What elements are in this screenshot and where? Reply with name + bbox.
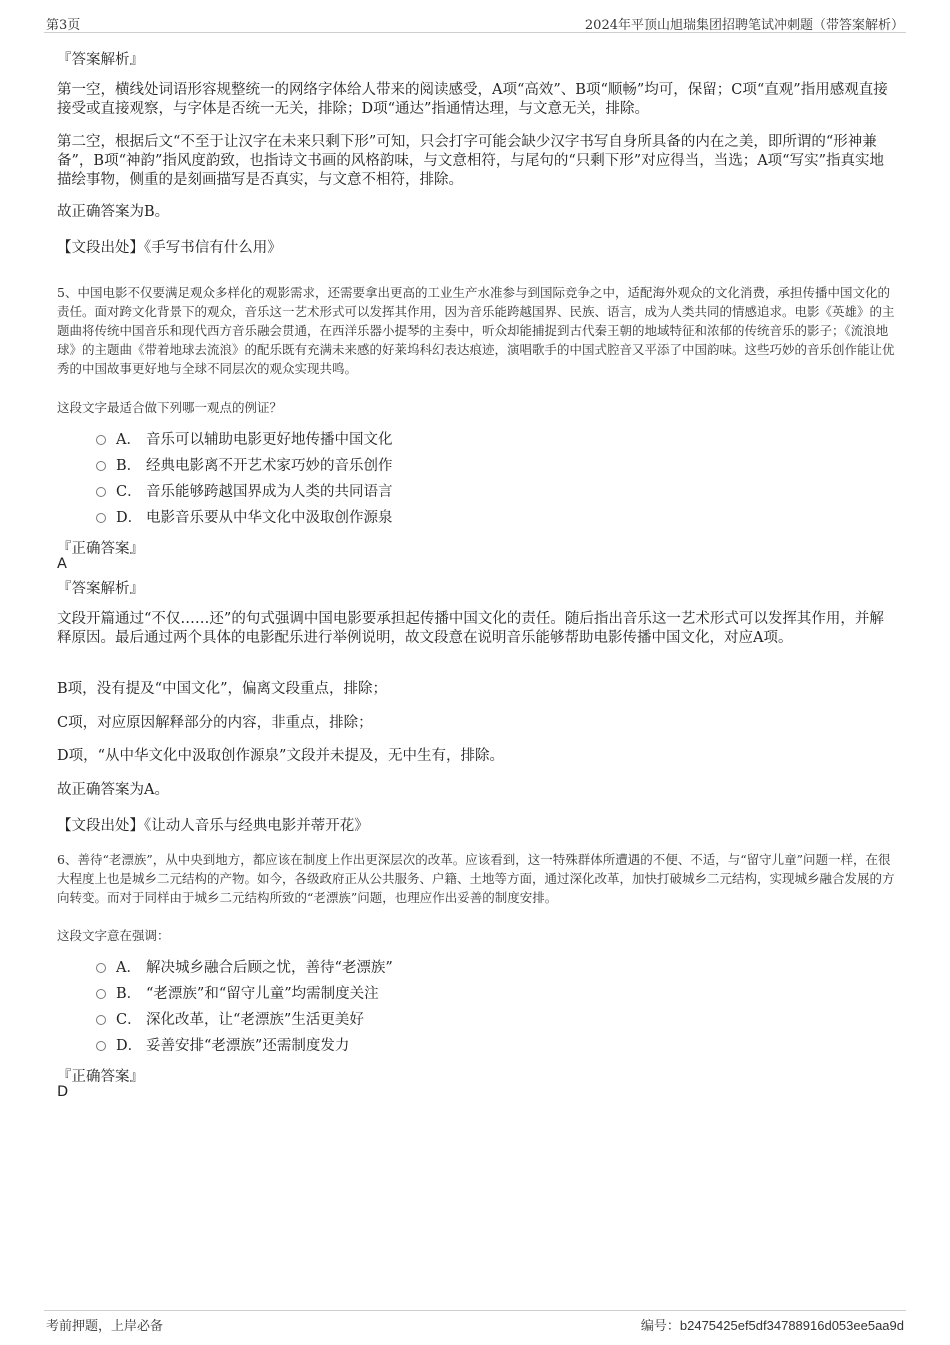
question-6-answer-label: 『正确答案』 xyxy=(57,1069,144,1085)
question-6-option-b[interactable]: B． “老漂族”和“留守儿童”均需制度关注 xyxy=(96,983,379,1005)
question-5-analysis-1: 文段开篇通过“不仅……还”的句式强调中国电影要承担起传播中国文化的责任。随后指出音乐这一艺术形式可以发挥其作用，并解释原因。最后通过两个具体的电影配乐进行举例说明，故文段意在说明音乐能够帮助电影传播中国文化，对应A项。 xyxy=(57,611,884,646)
page-header xyxy=(44,12,906,33)
code-value: b2475425ef5df34788916d053ee5aa9d xyxy=(679,1318,904,1333)
radio-icon[interactable] xyxy=(96,461,106,471)
question-5-analysis-label: 『答案解析』 xyxy=(57,581,144,597)
question-5-analysis-3: C项，对应原因解释部分的内容，非重点，排除； xyxy=(57,715,373,731)
question-6-option-c[interactable]: C． 深化改革，让“老漂族”生活更美好 xyxy=(96,1009,364,1031)
question-5-answer: A xyxy=(57,556,67,572)
source-citation-5: 【文段出处】《让动人音乐与经典电影并蒂开花》 xyxy=(57,818,369,834)
question-5-conclusion: 故正确答案为A。 xyxy=(57,782,169,798)
question-5-answer-label: 『正确答案』 xyxy=(57,541,144,557)
question-5-option-b[interactable]: B． 经典电影离不开艺术家巧妙的音乐创作 xyxy=(96,455,393,477)
page-number: 第3页 xyxy=(46,18,81,33)
analysis-conclusion: 故正确答案为B。 xyxy=(57,204,170,220)
question-5-option-d[interactable]: D． 电影音乐要从中华文化中汲取创作源泉 xyxy=(96,507,393,529)
analysis-paragraph-1: 第一空，横线处词语形容规整统一的网络字体给人带来的阅读感受，A项“高效”、B项“顺畅”均可，保留；C项“直观”指用感观直接接受或直接观察，与字体是否统一无关，排除；D项“通达”指通情达理，与文意无关，排除。 xyxy=(57,82,888,117)
radio-icon[interactable] xyxy=(96,989,106,999)
page-footer xyxy=(44,1310,906,1333)
radio-icon[interactable] xyxy=(96,435,106,445)
question-6-stem: 6、善待“老漂族”，从中央到地方，都应该在制度上作出更深层次的改革。应该看到，这一特殊群体所遭遇的不便、不适，与“留守儿童”问题一样，在很大程度上也是城乡二元结构的产物。如今，各级政府正从公共服务、户籍、土地等方面，通过深化改革，加快打破城乡二元结构，实现城乡融合发展的方向转变。而对于同样由于城乡二元结构所致的“老漂族”问题，也理应作出妥善的制度安排。 xyxy=(57,852,895,905)
radio-icon[interactable] xyxy=(96,1015,106,1025)
source-citation-prev: 【文段出处】《手写书信有什么用》 xyxy=(57,240,282,256)
document-code xyxy=(641,1315,904,1334)
analysis-label-prev: 『答案解析』 xyxy=(57,52,144,68)
question-5-option-a[interactable]: A． 音乐可以辅助电影更好地传播中国文化 xyxy=(96,429,393,451)
question-6-prompt: 这段文字意在强调： xyxy=(57,928,170,943)
footer-slogan: 考前押题，上岸必备 xyxy=(46,1319,164,1334)
question-5-analysis-4: D项，“从中华文化中汲取创作源泉”文段并未提及，无中生有，排除。 xyxy=(57,748,504,764)
analysis-paragraph-2: 第二空，根据后文“不至于让汉字在未来只剩下形”可知，只会打字可能会缺少汉字书写自身所具备的内在之美，即所谓的“形神兼备”，B项“神韵”指风度韵致，也指诗文书画的风格韵味，与文意相符，与尾句的“只剩下形”对应得当，当选；A项“写实”指真实地描绘事物，侧重的是刻画描写是否真实，与文意不相符，排除。 xyxy=(57,134,885,188)
radio-icon[interactable] xyxy=(96,513,106,523)
question-5-option-c[interactable]: C． 音乐能够跨越国界成为人类的共同语言 xyxy=(96,481,393,503)
code-label: 编号： xyxy=(640,1319,680,1334)
question-5-analysis-2: B项，没有提及“中国文化”，偏离文段重点，排除； xyxy=(57,681,387,697)
question-6-answer: D xyxy=(57,1084,69,1100)
question-5-prompt: 这段文字最适合做下列哪一观点的例证？ xyxy=(57,400,283,415)
radio-icon[interactable] xyxy=(96,487,106,497)
question-5-stem: 5、中国电影不仅要满足观众多样化的观影需求，还需要拿出更高的工业生产水准参与到国际竞争之中，适配海外观众的文化消费，承担传播中国文化的责任。面对跨文化背景下的观众，音乐这一艺术形式可以发挥其作用，因为音乐能跨越国界、民族、语言，成为人类共同的情感追求。电影《英雄》的主题曲将传统中国音乐和现代西方音乐融会贯通，在西洋乐器小提琴的主奏中，听众却能捕捉到古代秦王朝的地域特征和浓郁的传统音乐的影子；《流浪地球》的主题曲《带着地球去流浪》的配乐既有充满未来感的好莱坞科幻表达痕迹，演唱歌手的中国式腔音又平添了中国韵味。这些巧妙的音乐创作能让优秀的中国故事更好地与全球不同层次的观众实现共鸣。 xyxy=(57,285,895,376)
question-6-option-a[interactable]: A． 解决城乡融合后顾之忧，善待“老漂族” xyxy=(96,957,393,979)
question-6-option-d[interactable]: D． 妥善安排“老漂族”还需制度发力 xyxy=(96,1035,349,1057)
document-title: 2024年平顶山旭瑞集团招聘笔试冲刺题（带答案解析） xyxy=(584,18,904,33)
radio-icon[interactable] xyxy=(96,1041,106,1051)
radio-icon[interactable] xyxy=(96,963,106,973)
